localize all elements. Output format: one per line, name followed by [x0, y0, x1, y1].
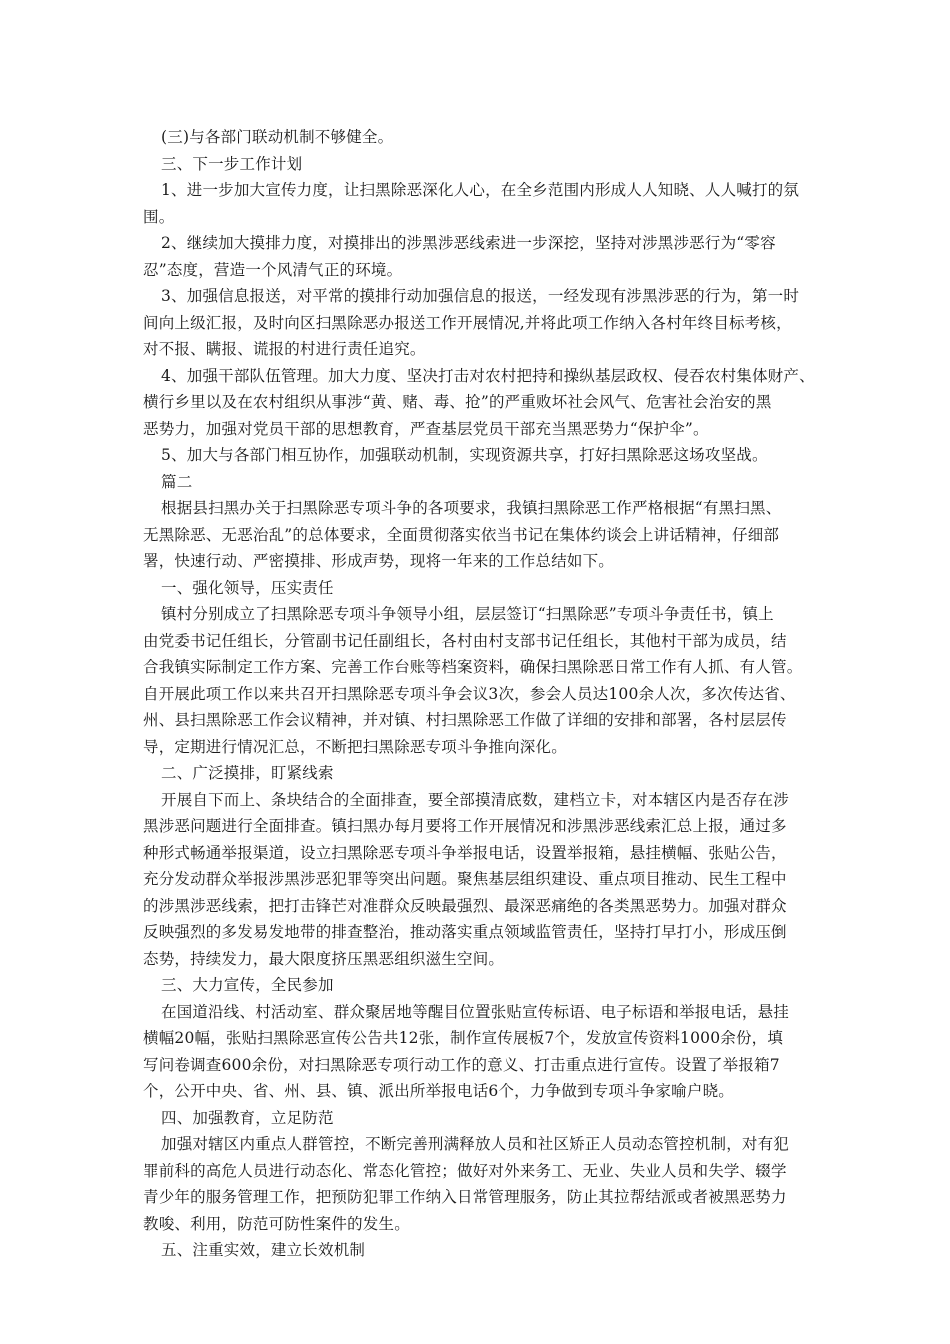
document-body [143, 124, 815, 1264]
text-line: 的涉黑涉恶线索，把打击锋芒对准群众反映最强烈、最深恶痛绝的各类黑恶势力。加强对群众 [143, 896, 787, 915]
text-line: 五、注重实效，建立长效机制 [161, 1241, 366, 1259]
text-line: 横幅20幅，张贴扫黑除恶宣传公告共12张，制作宣传展板7个，发放宣传资料1000余份，填 [143, 1029, 784, 1047]
text-line: 恶势力，加强对党员干部的思想教育，严查基层党员干部充当黑恶势力“保护伞”。 [143, 419, 709, 438]
text-line: 充分发动群众举报涉黑涉恶犯罪等突出问题。聚焦基层组织建设、重点项目推动、民生工程中 [143, 870, 787, 888]
text-line: 三、下一步工作计划 [161, 154, 303, 173]
text-line: 青少年的服务管理工作，把预防犯罪工作纳入日常管理服务，防止其拉帮结派或者被黑恶势力 [143, 1188, 787, 1206]
text-line: 由党委书记任组长，分管副书记任副组长，各村由村支部书记任组长，其他村干部为成员，结 [143, 631, 787, 650]
text-line: 态势，持续发力，最大限度挤压黑恶组织滋生空间。 [143, 949, 505, 968]
text-line: 二、广泛摸排，盯紧线索 [161, 764, 334, 782]
text-line: 一、强化领导，压实责任 [161, 578, 334, 597]
text-line: 种形式畅通举报渠道，设立扫黑除恶专项斗争举报电话，设置举报箱，悬挂横幅、张贴公告， [143, 843, 787, 862]
text-line: 无黑除恶、无恶治乱”的总体要求，全面贯彻落实依当书记在集体约谈会上讲话精神，仔细部 [143, 525, 780, 544]
text-line: 2、继续加大摸排力度，对摸排出的涉黑涉恶线索进一步深挖，坚持对涉黑涉恶行为“零容 [161, 234, 776, 252]
text-line: 黑涉恶问题进行全面排查。镇扫黑办每月要将工作开展情况和涉黑涉恶线索汇总上报，通过多 [143, 817, 787, 835]
text-line: 篇二 [161, 472, 193, 491]
text-line: 围。 [143, 207, 175, 226]
text-line: 三、大力宣传，全民参加 [161, 976, 334, 994]
text-line: 5、加大与各部门相互协作，加强联动机制，实现资源共享，打好扫黑除恶这场攻坚战。 [161, 446, 768, 464]
text-line: 加强对辖区内重点人群管控，不断完善刑满释放人员和社区矫正人员动态管控机制，对有犯 [161, 1135, 790, 1153]
text-line: 1、进一步加大宣传力度，让扫黑除恶深化人心，在全乡范围内形成人人知晓、人人喊打的氛 [161, 181, 800, 199]
text-line: 反映强烈的多发易发地带的排查整治，推动落实重点领域监管责任，坚持打早打小，形成压倒 [143, 923, 787, 941]
text-line: 导，定期进行情况汇总，不断把扫黑除恶专项斗争推向深化。 [143, 737, 567, 756]
text-line: (三)与各部门联动机制不够健全。 [161, 128, 394, 146]
text-line: 罪前科的高危人员进行动态化、常态化管控；做好对外来务工、无业、失业人员和失学、辍学 [143, 1161, 787, 1180]
text-line: 自开展此项工作以来共召开扫黑除恶专项斗争会议3次，参会人员达100余人次，多次传达省、 [143, 684, 796, 703]
text-line: 3、加强信息报送，对平常的摸排行动加强信息的报送，一经发现有涉黑涉恶的行为，第一时 [161, 287, 800, 305]
text-line: 对不报、瞒报、谎报的村进行责任追究。 [143, 340, 426, 358]
text-line: 写问卷调查600余份，对扫黑除恶专项行动工作的意义、打击重点进行宣传。设置了举报箱7 [143, 1055, 780, 1074]
text-line: 镇村分别成立了扫黑除恶专项斗争领导小组，层层签订“扫黑除恶”专项斗争责任书，镇上 [161, 605, 774, 623]
text-line: 署，快速行动、严密摸排、形成声势，现将一年来的工作总结如下。 [143, 552, 615, 570]
text-line: 4、加强干部队伍管理。加大力度、坚决打击对农村把持和操纵基层政权、侵吞农村集体财产、 [161, 366, 815, 385]
text-line: 间向上级汇报，及时向区扫黑除恶办报送工作开展情况,并将此项工作纳入各村年终目标考核， [143, 313, 792, 332]
text-line: 横行乡里以及在农村组织从事涉“黄、赌、毒、抢”的严重败坏社会风气、危害社会治安的黑 [143, 393, 772, 411]
text-line: 根据县扫黑办关于扫黑除恶专项斗争的各项要求，我镇扫黑除恶工作严格根据“有黑扫黑、 [161, 499, 782, 517]
text-line: 在国道沿线、村活动室、群众聚居地等醒目位置张贴宣传标语、电子标语和举报电话，悬挂 [161, 1002, 790, 1021]
text-line: 忍”态度，营造一个风清气正的环境。 [143, 260, 403, 279]
text-line: 州、县扫黑除恶工作会议精神，并对镇、村扫黑除恶工作做了详细的安排和部署，各村层层传 [143, 711, 787, 729]
text-line: 四、加强教育，立足防范 [161, 1108, 334, 1127]
text-line: 教唆、利用，防范可防性案件的发生。 [143, 1214, 410, 1233]
text-line: 开展自下而上、条块结合的全面排查，要全部摸清底数，建档立卡，对本辖区内是否存在涉 [161, 790, 790, 809]
text-line: 个，公开中央、省、州、县、镇、派出所举报电话6个，力争做到专项斗争家喻户晓。 [143, 1082, 734, 1100]
text-line: 合我镇实际制定工作方案、完善工作台账等档案资料，确保扫黑除恶日常工作有人抓、有人管。 [143, 658, 803, 676]
